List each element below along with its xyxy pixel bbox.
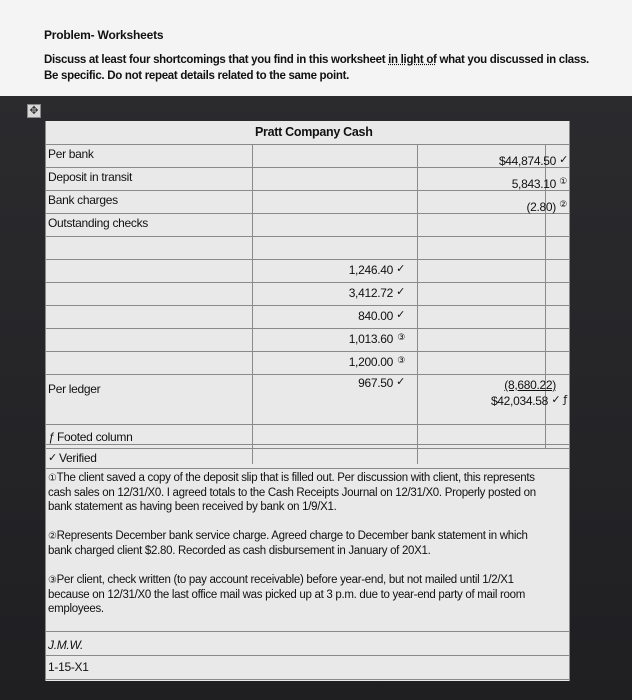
note-symbol: ③	[48, 575, 57, 586]
sheet-title: Pratt Company Cash	[255, 125, 373, 139]
verified-mark: ✓	[396, 308, 405, 321]
table-row	[45, 167, 570, 191]
ledger-row	[45, 380, 570, 408]
check-amount: 840.00	[358, 309, 393, 323]
note-2	[48, 529, 553, 558]
move-icon[interactable]: ✥	[27, 104, 41, 118]
row-label: Per bank	[48, 147, 94, 161]
check-amount: 967.50	[358, 376, 393, 390]
title-row	[45, 121, 570, 145]
table-row	[45, 190, 570, 214]
verified-mark: ✓	[396, 262, 405, 275]
note-text: The client saved a copy of the deposit slip that is filled out. Per discussion with client, this represents cash sales on 12/31/X0. I agreed totals to the Cash Receipts Journal on 12/31/X0. Properly posted on bank statement as having been received by bank on 1/9/X1.	[48, 472, 536, 513]
row-amount: $44,874.50	[498, 154, 556, 168]
instruction-text	[44, 52, 604, 84]
initials-row	[45, 631, 570, 656]
check-amount: 1,013.60	[348, 332, 393, 346]
ledger-label: Per ledger	[48, 382, 101, 396]
table-row	[45, 236, 570, 260]
note-mark: ①	[559, 177, 567, 187]
legend-row	[45, 449, 570, 469]
note-mark: ③	[397, 333, 405, 343]
table-row	[45, 213, 570, 237]
instruction-part2: what you discussed in class. Be specific. Do not repeat details related to the same point.	[44, 54, 589, 82]
verified-mark: ✓	[396, 285, 405, 298]
row-label: Outstanding checks	[48, 216, 148, 230]
preparer-initials: J.M.W.	[48, 638, 84, 652]
row-amount: (2.80)	[526, 200, 556, 214]
date-row	[45, 655, 570, 680]
table-row	[45, 404, 570, 425]
check-amount: 3,412.72	[348, 286, 393, 300]
ledger-marks: ✓ ƒ	[551, 393, 567, 406]
verified-mark: ✓	[559, 153, 568, 166]
row-label: Bank charges	[48, 193, 118, 207]
heading-block	[44, 28, 604, 84]
table-row	[45, 305, 570, 329]
check-amount: 1,246.40	[348, 263, 393, 277]
checks-total: (8,680.22)	[504, 378, 556, 392]
verified-mark: ✓	[396, 375, 405, 388]
legend-symbol: ✓	[48, 451, 57, 464]
row-amount: 5,843.10	[511, 177, 556, 191]
table-row	[45, 282, 570, 306]
table-row	[45, 144, 570, 168]
check-amount: 1,200.00	[348, 355, 393, 369]
row-label: Deposit in transit	[48, 170, 132, 184]
page-title: Problem- Worksheets	[44, 28, 164, 42]
note-mark: ③	[397, 356, 405, 366]
legend-text: Verified	[59, 451, 97, 465]
legend-row	[45, 426, 570, 449]
ledger-amount: $42,034.58	[490, 394, 548, 408]
table-row	[45, 351, 570, 375]
note-1	[48, 471, 553, 514]
legend-text: Footed column	[57, 430, 133, 444]
note-symbol: ②	[48, 531, 57, 542]
note-mark: ②	[559, 200, 567, 210]
legend-symbol: ƒ	[48, 430, 55, 444]
worksheet-table	[45, 121, 570, 681]
table-row	[45, 328, 570, 352]
note-symbol: ①	[48, 473, 57, 484]
instruction-part1: Discuss at least four shortcomings that you find in this worksheet	[44, 54, 389, 66]
note-text: Per client, check written (to pay account receivable) before year-end, but not mailed until 1/2/X1 because on 12/31/X0 the last office mail was picked up at 3 p.m. due to year-end party of mail room employees.	[48, 574, 526, 615]
note-text: Represents December bank service charge. Agreed charge to December bank statement in which bank charged client $2.80. Recorded as cash disbursement in January of 20X1.	[48, 530, 528, 557]
table-row	[45, 259, 570, 283]
prepared-date: 1-15-X1	[48, 660, 89, 674]
note-3	[48, 573, 553, 616]
instruction-underlined: in light of	[388, 54, 437, 66]
